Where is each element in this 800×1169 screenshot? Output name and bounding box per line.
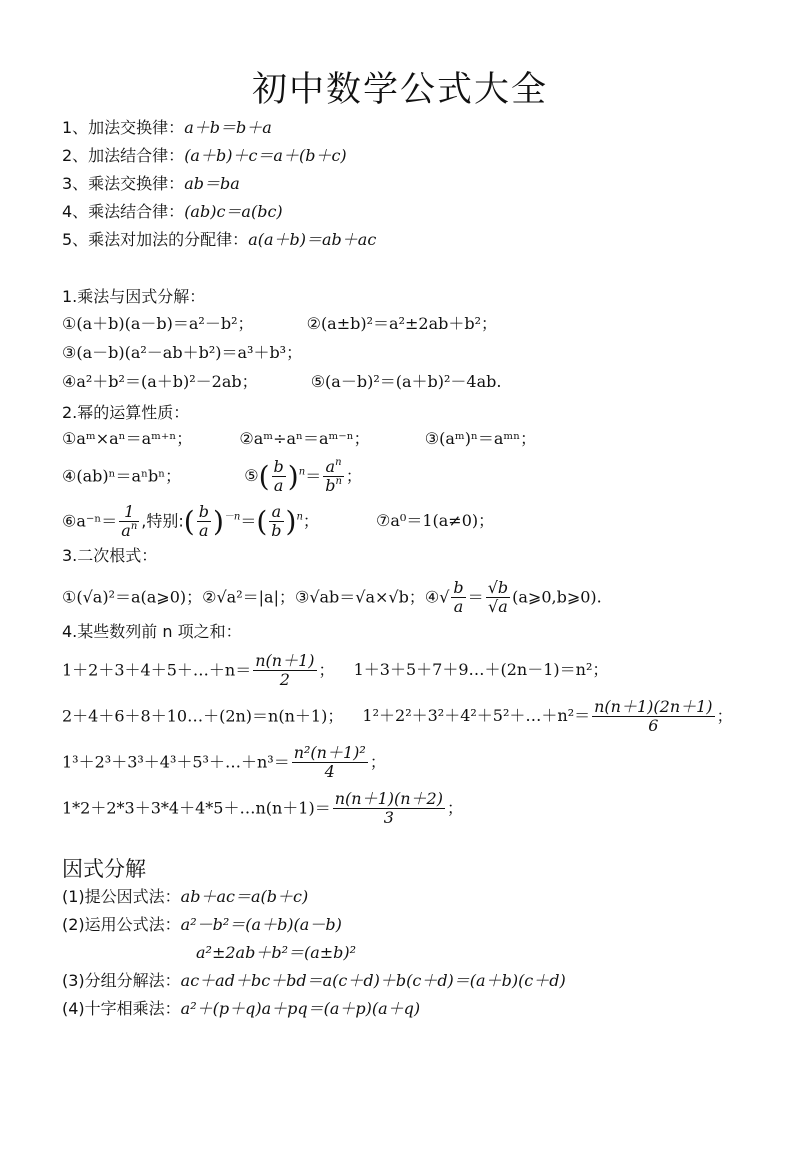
law-label: 3、乘法交换律： (62, 174, 185, 193)
factor-row-1 (62, 889, 308, 905)
s1-formula-2: ②(a±b)²＝a²±2ab＋b²； (306, 314, 498, 333)
law-label: 1、加法交换律： (62, 118, 185, 137)
s1-formula-4: ④a²＋b²＝(a＋b)²－2ab； (62, 372, 258, 391)
fraction-b-over-a: $\frac{b}{a}$ (453, 578, 464, 617)
paren-left: ( (258, 459, 270, 493)
s4-formula-5-fraction (292, 744, 368, 782)
law-line-2 (62, 148, 347, 164)
law-formula: a(a＋b)＝ab＋ac (248, 230, 377, 249)
s4-row-1: 1＋2＋3＋4＋5＋…＋n＝ $\frac{n(n+1)}{2}$ ； 1＋3＋5＋7＋9…＋(2n－1)＝n²； (62, 651, 609, 690)
s4-row-3: 1³＋2³＋3³＋4³＋5³＋…＋n³＝ $\frac{\text{n²(n＋1)²}}{4}$ ； (62, 743, 386, 782)
denominator: 4 (324, 762, 335, 782)
s4-formula-2: 1＋3＋5＋7＋9…＋(2n－1)＝n²； (353, 660, 609, 680)
fraction-1-over-an: $\frac{1}{a^n}$ (121, 502, 138, 541)
s1-formula-1: ①(a＋b)(a－b)＝a²－b²； (62, 314, 254, 333)
s3-formula-3: ③√ab＝√a×√b； (294, 587, 425, 607)
s4-formula-4-fraction (592, 698, 714, 736)
s2-row-3: ⑥a⁻ⁿ＝ $\frac{1}{a^n}$ ,特别:( $\frac{b}{a}$ )$^{-n}$＝( $\frac{a}{b}$ )$^n$； ⑦a⁰＝1(a≠0)； (62, 502, 495, 541)
numerator: n(n＋1)(2n＋1) (594, 697, 713, 716)
denominator: 6 (648, 716, 659, 736)
numerator: n(n＋1) (255, 651, 315, 670)
method-formula: a²±2ab＋b²＝(a±b)² (196, 943, 357, 962)
law-label: 4、乘法结合律： (62, 202, 185, 221)
method-formula: ac＋ad＋bc＋bd＝a(c＋d)＋b(c＋d)＝(a＋b)(c＋d) (180, 971, 566, 990)
law-formula: ab＝ba (184, 174, 240, 193)
s2-formula-1: ①aᵐ×aⁿ＝aᵐ⁺ⁿ； (62, 429, 193, 448)
method-formula: ab＋ac＝a(b＋c) (180, 887, 309, 906)
law-formula: (ab)c＝a(bc) (184, 202, 283, 221)
special-note: ,特别: (141, 511, 184, 531)
law-line-5 (62, 232, 376, 248)
law-label: 5、乘法对加法的分配律： (62, 230, 249, 249)
s4-row-4: 1*2＋2*3＋3*4＋4*5＋…n(n＋1)＝ $\frac{n(n+1)(n+2)}{3}$ ； (62, 789, 463, 828)
denominator: 3 (383, 808, 394, 828)
s4-row-2: 2＋4＋6＋8＋10…＋(2n)＝n(n＋1)； 1²＋2²＋3²＋4²＋5²＋…＋n²＝ $\frac{n(n+1)(2n+1)}{6}$ ； (62, 697, 733, 736)
law-formula: a＋b＝b＋a (184, 118, 272, 137)
fraction-b-over-a: $\frac{b}{a}$ (198, 502, 209, 541)
section-3-heading: 3.二次根式： (62, 546, 158, 565)
factor-row-4 (62, 1001, 420, 1017)
numerator: n(n＋1)(n＋2) (334, 789, 443, 808)
s4-formula-1-lhs: 1＋2＋3＋4＋5＋…＋n＝ (62, 660, 252, 680)
s1-formula-5: ⑤(a－b)²＝(a＋b)²－4ab. (310, 372, 502, 391)
section-2-heading: 2.幂的运算性质： (62, 403, 190, 422)
numerator: n²(n＋1)² (293, 743, 366, 762)
s4-formula-6-fraction (333, 790, 445, 828)
method-formula: a²＋(p＋q)a＋pq＝(a＋p)(a＋q) (180, 999, 421, 1018)
method-formula: a²－b²＝(a＋b)(a－b) (180, 915, 342, 934)
s3-formula-4-prefix: ④ (424, 587, 440, 607)
s3-row-1: ①(√a)²＝a(a⩾0)；②√a²＝|a|；③√ab＝√a×√b；④√ $\frac{b}{a}$ ＝ $\frac{√b}{√a}$ (a⩾0,b⩾0). (62, 578, 602, 617)
factorization-heading: 因式分解 (62, 857, 146, 881)
s1-row-3 (62, 374, 501, 390)
s2-formula-2: ②aᵐ÷aⁿ＝aᵐ⁻ⁿ； (239, 429, 370, 448)
law-formula: (a＋b)＋c＝a＋(b＋c) (184, 146, 347, 165)
s1-row-1 (62, 316, 497, 332)
law-line-4 (62, 204, 283, 220)
s3-formula-1: ①(√a)²＝a(a⩾0)； (62, 587, 203, 607)
section-1-heading: 1.乘法与因式分解： (62, 287, 206, 306)
law-line-3 (62, 176, 240, 192)
s2-formula-3: ③(aᵐ)ⁿ＝aᵐⁿ； (424, 429, 537, 448)
law-line-1 (62, 120, 272, 136)
fraction-an-over-bn: $\frac{a^n}{b^n}$ (325, 457, 342, 496)
s3-formula-4-condition: (a⩾0,b⩾0). (512, 587, 602, 607)
s2-formula-6-prefix: ⑥a⁻ⁿ＝ (62, 511, 118, 531)
s2-formula-7: ⑦a⁰＝1(a≠0)； (376, 511, 495, 531)
s2-row-2: ④(ab)ⁿ＝aⁿbⁿ； ⑤( $\frac{b}{a}$ )$^n$＝ $\frac{a^n}{b^n}$ ； (62, 457, 362, 496)
fraction-b-over-a: $\frac{b}{a}$ (273, 457, 284, 496)
method-label: (4)十字相乘法： (62, 999, 181, 1018)
law-label: 2、加法结合律： (62, 146, 185, 165)
method-label: (1)提公因式法： (62, 887, 181, 906)
s4-formula-4-lhs: 1²＋2²＋3²＋4²＋5²＋…＋n²＝ (362, 706, 591, 726)
s4-formula-6-lhs: 1*2＋2*3＋3*4＋4*5＋…n(n＋1)＝ (62, 798, 331, 818)
section-4-heading: 4.某些数列前 n 项之和： (62, 622, 242, 641)
s4-formula-5-lhs: 1³＋2³＋3³＋4³＋5³＋…＋n³＝ (62, 752, 290, 772)
s2-row-1 (62, 431, 536, 447)
factor-row-3 (62, 973, 566, 989)
s1-formula-3: ③(a－b)(a²－ab＋b²)＝a³＋b³； (62, 343, 303, 362)
method-label: (2)运用公式法： (62, 915, 181, 934)
s3-formula-2: ②√a²＝|a|； (202, 587, 295, 607)
s1-row-2 (62, 345, 302, 361)
factor-row-2b (196, 945, 356, 961)
s2-formula-4: ④(ab)ⁿ＝aⁿbⁿ； (62, 466, 182, 486)
s4-formula-3: 2＋4＋6＋8＋10…＋(2n)＝n(n＋1)； (62, 706, 344, 726)
page-title: 初中数学公式大全 (251, 70, 548, 110)
factor-row-2 (62, 917, 342, 933)
method-label: (3)分组分解法： (62, 971, 181, 990)
fraction-a-over-b: $\frac{a}{b}$ (271, 502, 282, 541)
s4-formula-1-fraction (253, 652, 316, 690)
s2-formula-5-prefix: ⑤ (244, 466, 259, 486)
fraction-sqrtb-over-sqrta: $\frac{√b}{√a}$ (487, 578, 509, 617)
paren-right: ) (287, 459, 299, 493)
denominator: 2 (279, 670, 290, 690)
